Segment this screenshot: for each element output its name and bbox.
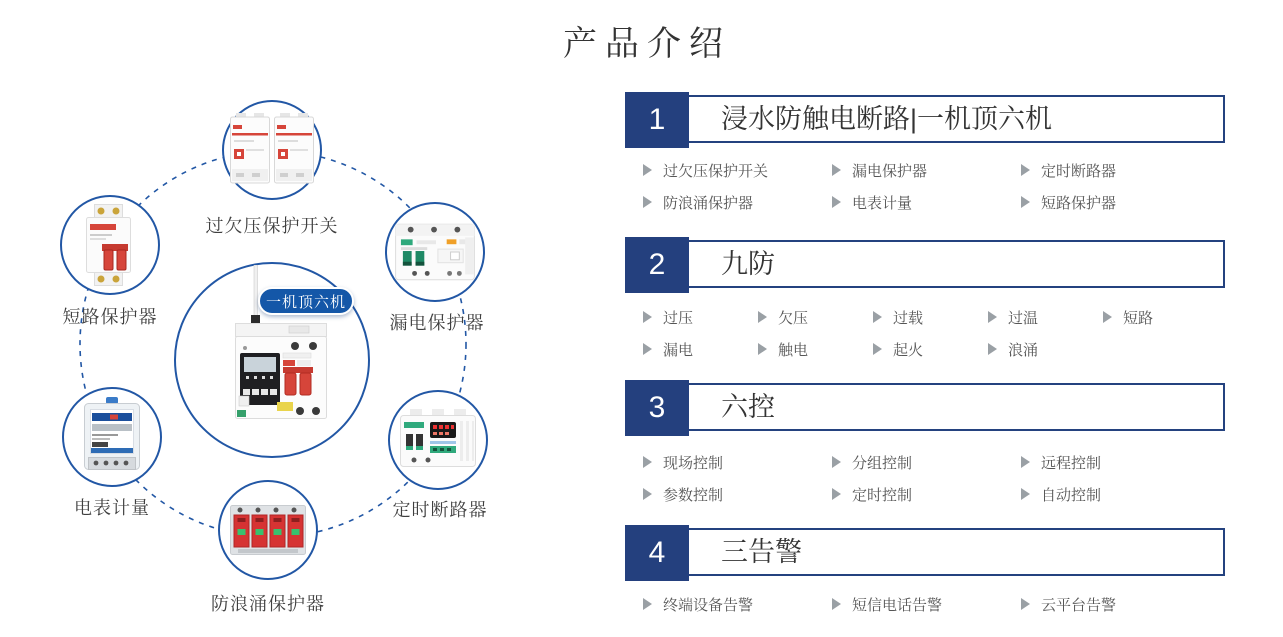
feature-item bbox=[1021, 161, 1225, 179]
node-over-under-voltage-switch bbox=[222, 100, 322, 200]
feature-label: 过温 bbox=[1008, 309, 1039, 327]
feature-item bbox=[643, 193, 832, 211]
feature-label: 云平台告警 bbox=[1041, 596, 1117, 614]
feature-label: 短信电话告警 bbox=[852, 596, 943, 614]
feature-label: 现场控制 bbox=[663, 454, 724, 472]
arrow-right-icon bbox=[643, 311, 652, 323]
feature-label: 漏电保护器 bbox=[852, 162, 928, 180]
feature-item bbox=[758, 340, 873, 358]
feature-label: 终端设备告警 bbox=[663, 596, 754, 614]
node-energy-meter bbox=[62, 387, 162, 487]
section-title: 九防 bbox=[721, 249, 775, 279]
node-surge-protector bbox=[218, 480, 318, 580]
section-number: 4 bbox=[625, 525, 689, 581]
section-title: 六控 bbox=[721, 392, 775, 422]
node-label: 防浪涌保护器 bbox=[211, 594, 325, 614]
section-title: 三告警 bbox=[721, 537, 802, 567]
feature-label: 触电 bbox=[778, 341, 809, 359]
arrow-right-icon bbox=[873, 311, 882, 323]
section-number: 1 bbox=[625, 92, 689, 148]
feature-item bbox=[643, 453, 832, 471]
arrow-right-icon bbox=[832, 164, 841, 176]
feature-item bbox=[832, 161, 1021, 179]
node-timer-breaker bbox=[388, 390, 488, 490]
arrow-right-icon bbox=[758, 311, 767, 323]
feature-label: 参数控制 bbox=[663, 486, 724, 504]
page-title: 产品介绍 bbox=[563, 25, 731, 63]
timer-breaker-image bbox=[398, 405, 478, 475]
feature-item bbox=[873, 340, 988, 358]
section-1-header bbox=[625, 95, 1225, 143]
feature-item bbox=[1021, 453, 1225, 471]
feature-item bbox=[643, 161, 832, 179]
section-number: 3 bbox=[625, 380, 689, 436]
arrow-right-icon bbox=[1021, 598, 1030, 610]
section-3-features bbox=[625, 453, 1225, 503]
feature-label: 远程控制 bbox=[1041, 454, 1102, 472]
arrow-right-icon bbox=[832, 196, 841, 208]
node-label: 电表计量 bbox=[74, 498, 150, 518]
feature-item bbox=[988, 340, 1103, 358]
arrow-right-icon bbox=[1021, 488, 1030, 500]
feature-label: 欠压 bbox=[778, 309, 809, 327]
feature-label: 起火 bbox=[893, 341, 924, 359]
section-number: 2 bbox=[625, 237, 689, 293]
node-label: 过欠压保护开关 bbox=[205, 216, 339, 236]
feature-label: 浪涌 bbox=[1008, 341, 1039, 359]
arrow-right-icon bbox=[1103, 311, 1112, 323]
feature-item bbox=[1021, 595, 1225, 613]
sections-panel bbox=[625, 95, 1225, 637]
node-label: 定时断路器 bbox=[392, 500, 488, 520]
feature-item bbox=[832, 193, 1021, 211]
feature-item bbox=[1021, 485, 1225, 503]
arrow-right-icon bbox=[988, 343, 997, 355]
over-under-voltage-switch-image bbox=[230, 113, 314, 187]
feature-label: 短路保护器 bbox=[1041, 194, 1117, 212]
arrow-right-icon bbox=[1021, 456, 1030, 468]
node-label: 漏电保护器 bbox=[389, 313, 485, 333]
section-1-features bbox=[625, 161, 1225, 211]
arrow-right-icon bbox=[832, 598, 841, 610]
arrow-right-icon bbox=[758, 343, 767, 355]
node-short-circuit-protector bbox=[60, 195, 160, 295]
feature-label: 过压 bbox=[663, 309, 694, 327]
feature-item bbox=[643, 595, 832, 613]
arrow-right-icon bbox=[643, 598, 652, 610]
feature-label: 过欠压保护开关 bbox=[663, 162, 769, 180]
feature-label: 分组控制 bbox=[852, 454, 913, 472]
feature-label: 定时控制 bbox=[852, 486, 913, 504]
feature-label: 自动控制 bbox=[1041, 486, 1102, 504]
feature-label: 漏电 bbox=[663, 341, 694, 359]
feature-item bbox=[1021, 193, 1225, 211]
feature-item bbox=[643, 340, 758, 358]
feature-label: 短路 bbox=[1123, 309, 1154, 327]
feature-label: 过载 bbox=[893, 309, 924, 327]
feature-item bbox=[758, 308, 873, 326]
arrow-right-icon bbox=[1021, 196, 1030, 208]
surge-protector-image bbox=[228, 499, 308, 561]
feature-label: 电表计量 bbox=[852, 194, 913, 212]
feature-item bbox=[1103, 308, 1225, 326]
arrow-right-icon bbox=[832, 456, 841, 468]
section-title: 浸水防触电断路|一机顶六机 bbox=[721, 104, 1053, 134]
arrow-right-icon bbox=[988, 311, 997, 323]
arrow-right-icon bbox=[643, 196, 652, 208]
feature-item bbox=[873, 308, 988, 326]
section-2-features bbox=[625, 308, 1225, 358]
arrow-right-icon bbox=[1021, 164, 1030, 176]
section-4-header bbox=[625, 528, 1225, 576]
feature-item bbox=[988, 308, 1103, 326]
feature-label: 定时断路器 bbox=[1041, 162, 1117, 180]
arrow-right-icon bbox=[643, 164, 652, 176]
node-leakage-protector bbox=[385, 202, 485, 302]
arrow-right-icon bbox=[643, 343, 652, 355]
product-diagram bbox=[0, 0, 575, 637]
feature-label: 防浪涌保护器 bbox=[663, 194, 754, 212]
section-3-header bbox=[625, 383, 1225, 431]
arrow-right-icon bbox=[643, 456, 652, 468]
section-4-features bbox=[625, 595, 1225, 613]
short-circuit-protector-image bbox=[80, 204, 140, 286]
leakage-protector-image bbox=[393, 216, 477, 288]
section-2-header bbox=[625, 240, 1225, 288]
arrow-right-icon bbox=[832, 488, 841, 500]
arrow-right-icon bbox=[873, 343, 882, 355]
feature-item bbox=[832, 485, 1021, 503]
node-label: 短路保护器 bbox=[62, 307, 158, 327]
feature-item bbox=[643, 485, 832, 503]
feature-item bbox=[643, 308, 758, 326]
center-badge: 一机顶六机 bbox=[258, 287, 354, 315]
feature-item bbox=[832, 595, 1021, 613]
arrow-right-icon bbox=[643, 488, 652, 500]
energy-meter-image bbox=[80, 397, 144, 477]
feature-item bbox=[832, 453, 1021, 471]
